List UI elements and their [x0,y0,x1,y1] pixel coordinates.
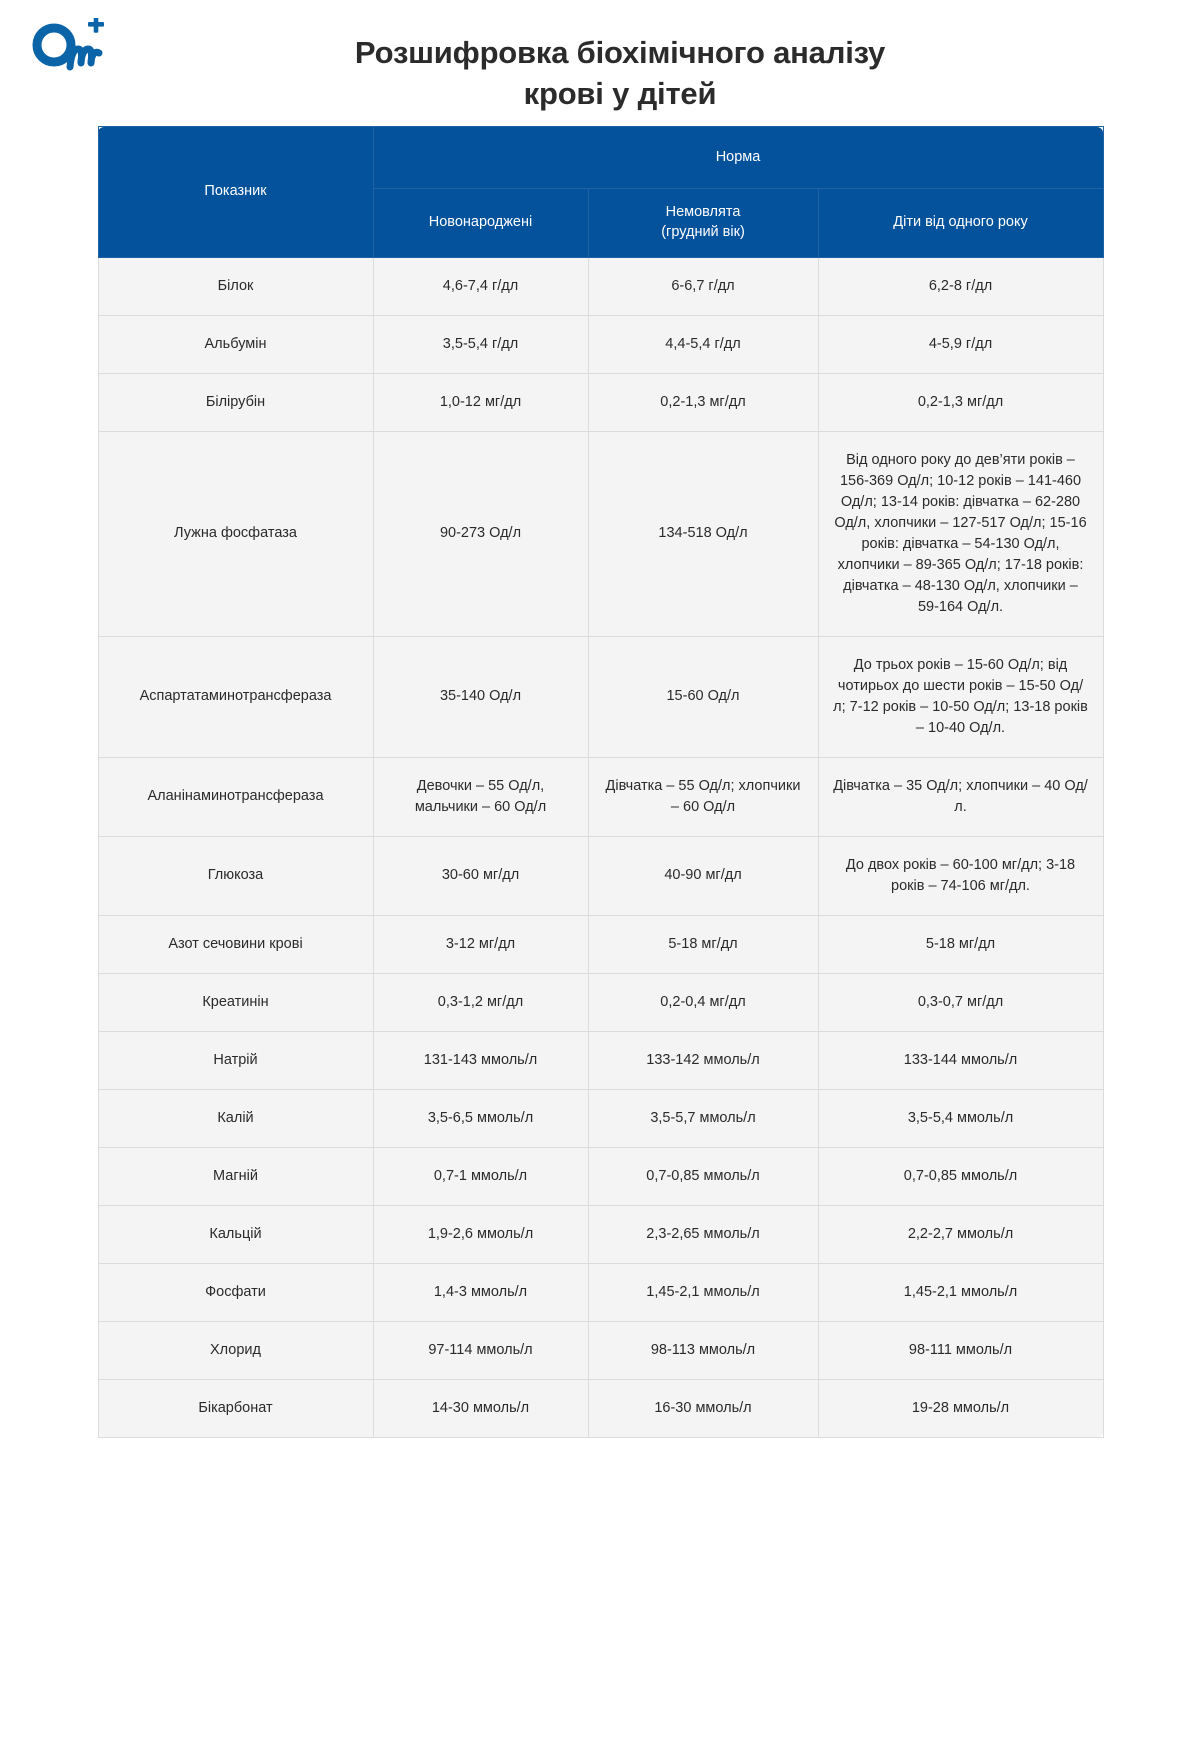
table-row [98,1147,1103,1205]
cell-indicator: Креатинін [98,973,373,1031]
column-header-infants [588,189,818,257]
cell-children: 98-111 ммоль/л [818,1321,1103,1379]
table-row [98,373,1103,431]
cell-indicator: Кальцій [98,1205,373,1263]
column-header-newborns: Новонароджені [373,189,588,257]
column-header-children-over-one: Діти від одного року [818,189,1103,257]
cell-children: 19-28 ммоль/л [818,1379,1103,1437]
on-plus-logo [30,18,108,80]
cell-newborns: 35-140 Од/л [373,636,588,757]
cell-children: Дівчатка – 35 Од/л; хлопчики – 40 Од/л. [818,757,1103,836]
cell-indicator: Магній [98,1147,373,1205]
cell-children: 0,3-0,7 мг/дл [818,973,1103,1031]
cell-newborns: 1,9-2,6 ммоль/л [373,1205,588,1263]
cell-infants: 0,2-1,3 мг/дл [588,373,818,431]
cell-indicator: Калій [98,1089,373,1147]
page-title-line-1: Розшифровка біохімічного аналізу [354,35,886,70]
table-row [98,431,1103,636]
table-row [98,1321,1103,1379]
cell-infants: 40-90 мг/дл [588,836,818,915]
cell-indicator: Білірубін [98,373,373,431]
biochemistry-norms-table [98,126,1104,1438]
cell-newborns: 1,0-12 мг/дл [373,373,588,431]
page-title [190,32,1050,114]
cell-infants: Дівчатка – 55 Од/л; хлопчики – 60 Од/л [588,757,818,836]
cell-children: Від одного року до дев’яти років – 156-369 Од/л; 10-12 років – 141-460 Од/л; 13-14 років: дівчатка – 62-280 Од/л, хлопчики – 127-517 Од/л; 15-16 років: дівчатка – 54-130 Од/л, хлопчики – 89-365 Од/л; 17-18 років: дівчатка – 48-130 Од/л, хлопчики – 59-164 Од/л. [818,431,1103,636]
cell-children: 133-144 ммоль/л [818,1031,1103,1089]
column-header-infants-line-1: Немовлята [665,204,741,221]
column-header-norm: Норма [373,127,1103,189]
cell-newborns: 14-30 ммоль/л [373,1379,588,1437]
column-header-infants-line-2: (грудний вік) [661,224,745,240]
table-row [98,1089,1103,1147]
table-row [98,1263,1103,1321]
cell-indicator: Азот сечовини крові [98,915,373,973]
cell-infants: 0,2-0,4 мг/дл [588,973,818,1031]
cell-children: 3,5-5,4 ммоль/л [818,1089,1103,1147]
cell-newborns: 131-143 ммоль/л [373,1031,588,1089]
cell-newborns: 90-273 Од/л [373,431,588,636]
cell-children: 2,2-2,7 ммоль/л [818,1205,1103,1263]
cell-newborns: 30-60 мг/дл [373,836,588,915]
cell-children: До двох років – 60-100 мг/дл; 3-18 років – 74-106 мг/дл. [818,836,1103,915]
cell-newborns: 0,7-1 ммоль/л [373,1147,588,1205]
cell-indicator: Натрій [98,1031,373,1089]
table-row [98,315,1103,373]
table-row [98,973,1103,1031]
cell-infants: 3,5-5,7 ммоль/л [588,1089,818,1147]
table-row [98,1379,1103,1437]
cell-newborns: 3,5-6,5 ммоль/л [373,1089,588,1147]
table-header [98,127,1103,257]
table-row [98,757,1103,836]
cell-newborns: Девочки – 55 Од/л, мальчики – 60 Од/л [373,757,588,836]
table-body [98,257,1103,1437]
cell-infants: 134-518 Од/л [588,431,818,636]
cell-infants: 15-60 Од/л [588,636,818,757]
page-title-line-2: крові у дітей [523,76,717,112]
cell-infants: 2,3-2,65 ммоль/л [588,1205,818,1263]
cell-infants: 16-30 ммоль/л [588,1379,818,1437]
cell-children: До трьох років – 15-60 Од/л; від чотирьох до шести років – 15-50 Од/л; 7-12 років – 10-50 Од/л; 13-18 років – 10-40 Од/л. [818,636,1103,757]
cell-newborns: 0,3-1,2 мг/дл [373,973,588,1031]
cell-indicator: Альбумін [98,315,373,373]
cell-infants: 0,7-0,85 ммоль/л [588,1147,818,1205]
cell-infants: 133-142 ммоль/л [588,1031,818,1089]
cell-indicator: Фосфати [98,1263,373,1321]
cell-indicator: Хлорид [98,1321,373,1379]
cell-infants: 6-6,7 г/дл [588,257,818,315]
table-row [98,1205,1103,1263]
cell-indicator: Аспартатаминотрансфераза [98,636,373,757]
column-header-indicator: Показник [98,127,373,257]
cell-indicator: Білок [98,257,373,315]
cell-indicator: Аланінаминотрансфераза [98,757,373,836]
table-row [98,836,1103,915]
table-row [98,1031,1103,1089]
cell-newborns: 1,4-3 ммоль/л [373,1263,588,1321]
cell-newborns: 3,5-5,4 г/дл [373,315,588,373]
cell-infants: 98-113 ммоль/л [588,1321,818,1379]
cell-children: 0,7-0,85 ммоль/л [818,1147,1103,1205]
cell-indicator: Лужна фосфатаза [98,431,373,636]
table-row [98,636,1103,757]
cell-children: 5-18 мг/дл [818,915,1103,973]
cell-children: 6,2-8 г/дл [818,257,1103,315]
table-row [98,915,1103,973]
cell-children: 0,2-1,3 мг/дл [818,373,1103,431]
cell-infants: 5-18 мг/дл [588,915,818,973]
cell-children: 1,45-2,1 ммоль/л [818,1263,1103,1321]
cell-newborns: 97-114 ммоль/л [373,1321,588,1379]
page-title-wrap [0,0,1200,114]
cell-newborns: 4,6-7,4 г/дл [373,257,588,315]
cell-children: 4-5,9 г/дл [818,315,1103,373]
cell-infants: 4,4-5,4 г/дл [588,315,818,373]
cell-newborns: 3-12 мг/дл [373,915,588,973]
table-header-row-primary [98,127,1103,189]
cell-infants: 1,45-2,1 ммоль/л [588,1263,818,1321]
cell-indicator: Бікарбонат [98,1379,373,1437]
table-row [98,257,1103,315]
cell-indicator: Глюкоза [98,836,373,915]
biochemistry-table-wrap [98,126,1103,1438]
